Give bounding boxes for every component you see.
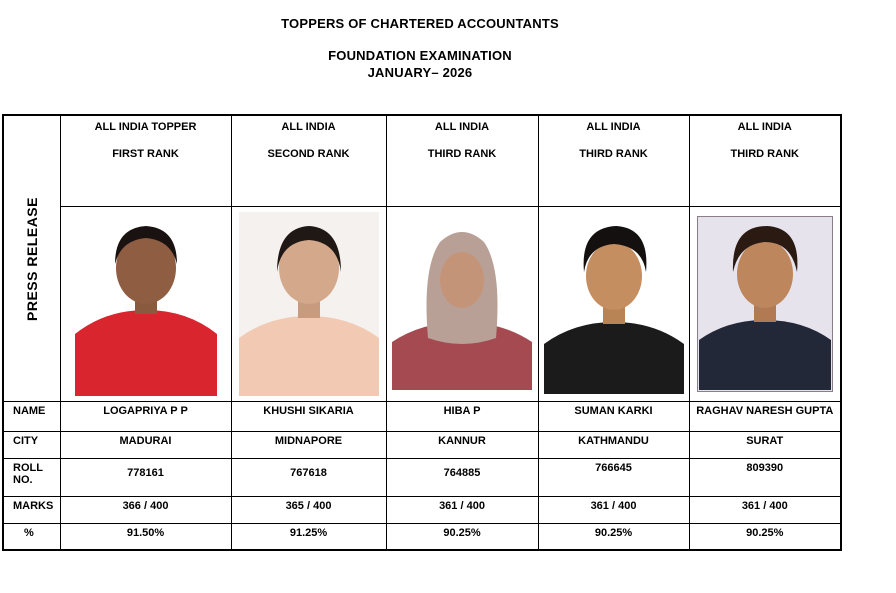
topper-photo <box>697 216 833 392</box>
topper-marks: 361 / 400 <box>538 497 689 524</box>
photo-cell <box>386 207 538 402</box>
photo-cell <box>231 207 386 402</box>
topper-marks: 361 / 400 <box>386 497 538 524</box>
rank-cell <box>231 115 386 207</box>
topper-photo <box>75 212 217 396</box>
photo-shirt <box>699 320 831 390</box>
topper-city: MIDNAPORE <box>231 432 386 459</box>
topper-name: HIBA P <box>386 402 538 432</box>
topper-name: KHUSHI SIKARIA <box>231 402 386 432</box>
topper-percent: 91.50% <box>60 524 231 550</box>
topper-marks: 361 / 400 <box>689 497 841 524</box>
rank-cell <box>689 115 841 207</box>
topper-roll: 766645 <box>538 459 689 497</box>
topper-photo <box>239 212 379 396</box>
photo-cell <box>538 207 689 402</box>
topper-percent: 90.25% <box>538 524 689 550</box>
rank-title: ALL INDIA <box>281 121 336 133</box>
row-label-percent: % <box>3 524 60 550</box>
row-label-marks: MARKS <box>3 497 60 524</box>
topper-roll: 764885 <box>386 459 538 497</box>
topper-roll: 767618 <box>231 459 386 497</box>
rank-cell <box>538 115 689 207</box>
photo-shirt <box>75 310 217 396</box>
topper-city: SURAT <box>689 432 841 459</box>
rank-position: THIRD RANK <box>730 148 799 160</box>
rank-position: THIRD RANK <box>427 148 497 160</box>
city-row <box>3 432 841 459</box>
topper-marks: 365 / 400 <box>231 497 386 524</box>
topper-name: RAGHAV NARESH GUPTA <box>689 402 841 432</box>
photo-cell <box>689 207 841 402</box>
row-label-roll: ROLL NO. <box>3 459 60 497</box>
topper-roll: 778161 <box>60 459 231 497</box>
rank-title: ALL INDIA <box>737 121 792 133</box>
photo-shirt <box>239 316 379 396</box>
topper-city: MADURAI <box>60 432 231 459</box>
press-release-label: PRESS RELEASE <box>23 196 40 321</box>
rank-title: ALL INDIA <box>434 121 490 133</box>
roll-row <box>3 459 841 497</box>
rank-cell <box>60 115 231 207</box>
rank-position: THIRD RANK <box>579 148 648 160</box>
rank-title: ALL INDIA <box>586 121 641 133</box>
topper-marks: 366 / 400 <box>60 497 231 524</box>
rank-position: FIRST RANK <box>112 148 179 160</box>
press-release-cell <box>3 115 60 402</box>
row-label-name: NAME <box>3 402 60 432</box>
rank-cell <box>386 115 538 207</box>
topper-city: KATHMANDU <box>538 432 689 459</box>
topper-name: SUMAN KARKI <box>538 402 689 432</box>
topper-roll: 809390 <box>689 459 841 497</box>
topper-city: KANNUR <box>386 432 538 459</box>
row-label-city: CITY <box>3 432 60 459</box>
topper-percent: 91.25% <box>231 524 386 550</box>
exam-session: JANUARY– 2026 <box>367 65 473 80</box>
rank-position: SECOND RANK <box>267 148 350 160</box>
percent-row <box>3 524 841 550</box>
marks-row <box>3 497 841 524</box>
document-title: TOPPERS OF CHARTERED ACCOUNTANTS <box>281 16 559 31</box>
exam-name: FOUNDATION EXAMINATION <box>328 48 512 63</box>
photo-shirt <box>544 322 684 394</box>
topper-photo <box>544 214 684 394</box>
topper-name: LOGAPRIYA P P <box>60 402 231 432</box>
toppers-table <box>2 114 842 551</box>
topper-percent: 90.25% <box>689 524 841 550</box>
name-row <box>3 402 841 432</box>
photo-row <box>3 207 841 402</box>
topper-percent: 90.25% <box>386 524 538 550</box>
photo-cell <box>60 207 231 402</box>
rank-row <box>3 115 841 207</box>
rank-title: ALL INDIA TOPPER <box>94 121 197 133</box>
topper-photo <box>392 218 532 390</box>
